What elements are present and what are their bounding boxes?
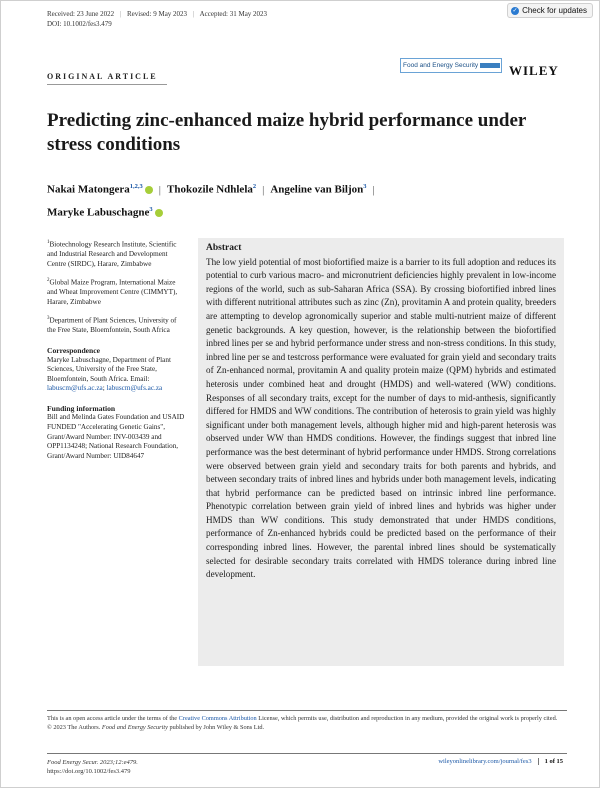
- footer-right: [438, 758, 563, 765]
- abstract-text: The low yield potential of most biofortified maize is a barrier to its full adoption and reduces its potential to curb various macro- and micronutrient deficiencies highly prevalent in low-income regions of the world, such as sub-Saharan Africa (SSA). By crossing biofortified inbred lines with different nutritional attributes such as zinc (Zn), provitamin A and protein quality, breeders are attempting to develop agronomically superior and stable multi-nutrient maize of different genetic backgrounds. A key question, however, is the relationship between the biofortified inbred lines per se and hybrid performance under stress and non-stress conditions. In this study, inbred line per se and testcross performance were evaluated for grain yield and secondary traits of Zn-enhanced normal, provitamin A and quality protein maize (QPM) hybrids and estimated heterosis under combined heat and drought (HMDS) and well-watered (WW) conditions. Responses of all secondary traits, except for the number of days to mid-anthesis, significantly differed for HMDS and WW conditions. The contribution of heterosis to grain yield was highly significant under both management levels, although higher mid and high-parent heterosis was observed under WW than HMDS conditions. However, the findings suggest that inbred line performance was the best determinant of hybrid performance under HMDS. Strong correlations were observed between grain yield and secondary traits for both parents and hybrids, and between secondary traits of inbred lines and hybrids under both management levels, indicating that hybrid performance can be predicted based on intrinsic inbred line performance. Phenotypic correlation between grain yield of inbred lines and hybrids was higher under HMDS than WW conditions. This study demonstrated that under HMDS conditions, performance of Zn-enhanced hybrids could be predicted based on the performance of their corresponding inbred lines. However, the parental inbred lines should be systematically selected for desirable secondary traits correlated with HMDS tolerance during inbred line development.: [206, 256, 556, 580]
- affiliation: $^2$Global Maize Program, International Maize and Wheat Improvement Centre (CIMMYT), Harare, Zimbabwe: [47, 278, 178, 306]
- author-affiliation: 3: [149, 205, 153, 213]
- revised-date: Revised: 9 May 2023: [126, 10, 188, 18]
- check-for-updates-button[interactable]: [507, 3, 593, 18]
- license-note: This is an open access article under the terms of the Creative Commons Attribution License, which permits use, distribution and reproduction in any medium, provided the original work is properly cited. © 2023 The Authors. Food and Energy Security published by John Wiley & Sons Ltd.: [47, 715, 558, 731]
- footnote-rule: [47, 710, 567, 711]
- author-name[interactable]: Nakai Matongera: [47, 183, 130, 196]
- cc-license-link[interactable]: Creative Commons Attribution: [178, 715, 257, 722]
- correspondence-heading: Correspondence: [47, 345, 101, 355]
- footer-rule: [47, 753, 567, 754]
- received-date: Received: 23 June 2022: [47, 10, 115, 18]
- journal-logo[interactable]: Food and Energy Security: [400, 58, 502, 73]
- check-updates-icon: ✓: [512, 7, 518, 14]
- author-separator: |: [372, 183, 375, 196]
- author-affiliation: 1,2,3: [129, 183, 143, 190]
- dates-row: Received: 23 June 2022 | Revised: 9 May 2023 | Accepted: 31 May 2023: [47, 10, 268, 18]
- accepted-date: Accepted: 31 May 2023: [199, 10, 268, 18]
- author-name[interactable]: Maryke Labuschagne: [47, 206, 150, 219]
- orcid-icon[interactable]: [145, 186, 153, 194]
- affiliation: $^1$Biotechnology Research Institute, Scientific and Industrial Research and Development Centre (SIRDC), Harare, Zimbabwe: [47, 240, 177, 268]
- abstract-box: [198, 238, 564, 666]
- funding-heading: Funding information: [47, 403, 116, 413]
- author-list: [47, 177, 567, 222]
- author-name[interactable]: Thokozile Ndhlela: [167, 183, 253, 196]
- journal-logo-badge: [480, 63, 500, 68]
- check-updates-label: Check for updates: [522, 6, 587, 15]
- footer-doi[interactable]: https://doi.org/10.1002/fes3.479: [47, 768, 131, 775]
- footer-citation: Food Energy Secur. 2023;12:e479. https://doi.org/10.1002/fes3.479: [47, 759, 138, 775]
- funding-text: Bill and Melinda Gates Foundation and USAID FUNDED "Accelerating Genetic Gains", Grant/Award Number: INV-003439 and OPP1134248; National Research Foundation, Grant/Award Number: UID84647: [47, 413, 185, 460]
- article-title: Predicting zinc-enhanced maize hybrid performance under stress conditions: [47, 110, 526, 155]
- side-column: [47, 238, 187, 461]
- author-name[interactable]: Angeline van Biljon: [270, 183, 364, 196]
- author-affiliation: 3: [363, 183, 367, 190]
- abstract-heading: Abstract: [206, 243, 242, 253]
- affiliation: $^3$Department of Plant Sciences, University of the Free State, Bloemfontein, South Africa: [47, 316, 177, 335]
- correspondence-text: Maryke Labuschagne, Department of Plant Sciences, University of the Free State, Bloemfontein, South Africa. Email: labuscm@ufs.ac.za; labuscm@ufs.ac.za: [47, 355, 171, 393]
- author-separator: |: [158, 183, 161, 196]
- orcid-icon[interactable]: [155, 209, 163, 217]
- page-number: 1 of 15: [538, 758, 563, 765]
- article-type-rule: [47, 84, 167, 85]
- journal-url-link[interactable]: wileyonlinelibrary.com/journal/fes3: [438, 758, 532, 765]
- publisher-logo[interactable]: WILEY: [509, 63, 559, 78]
- doi: DOI: 10.1002/fes3.479: [47, 20, 112, 28]
- author-affiliation: 2: [252, 183, 257, 190]
- article-type: ORIGINAL ARTICLE: [47, 72, 158, 81]
- email-link[interactable]: labuscm@ufs.ac.za: [47, 384, 103, 393]
- email-link[interactable]: labuscm@ufs.ac.za: [106, 384, 163, 393]
- author-separator: |: [262, 183, 265, 196]
